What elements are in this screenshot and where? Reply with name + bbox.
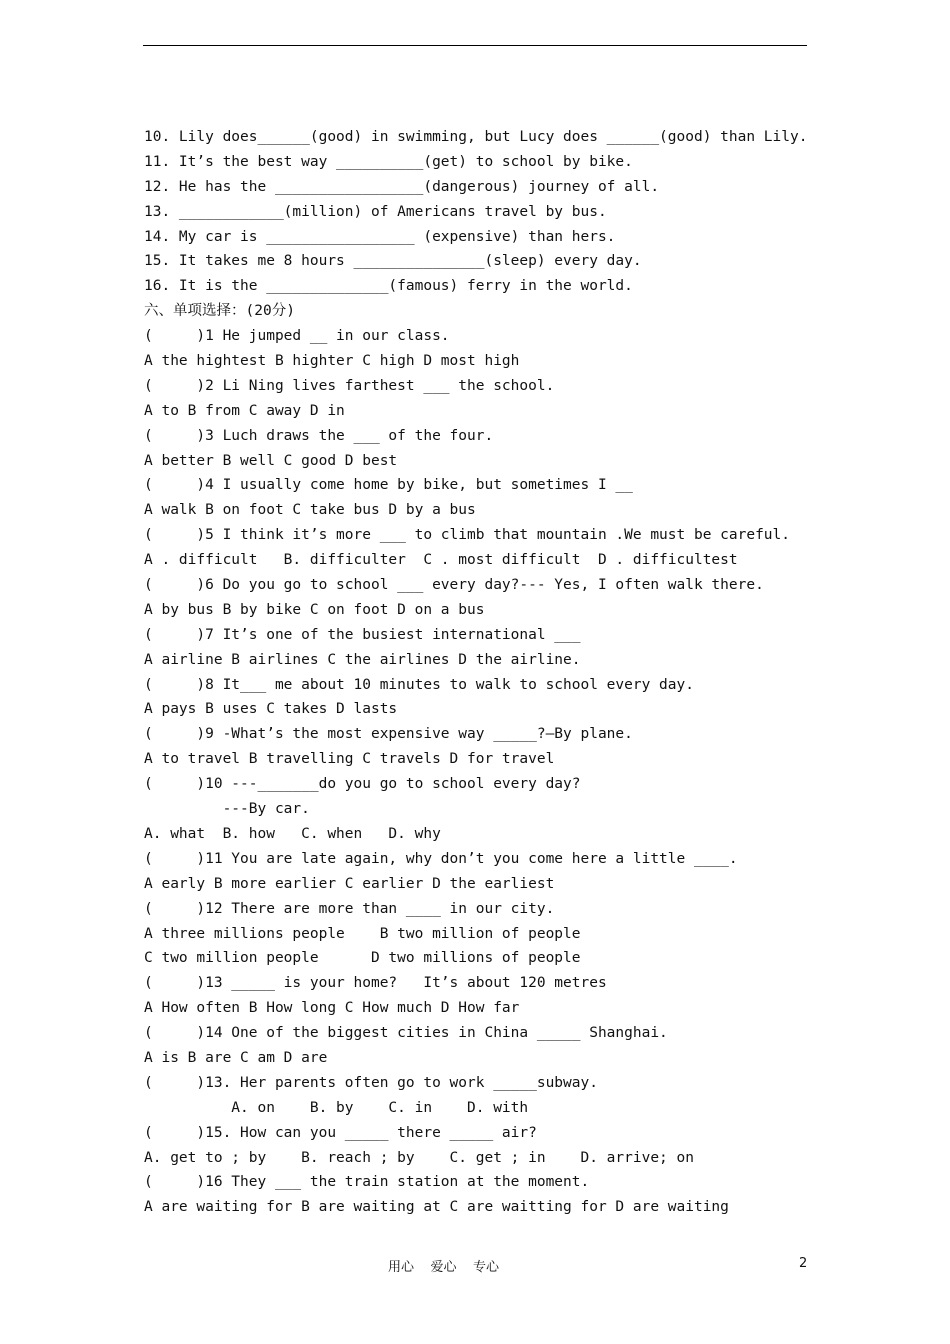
text-line: ( )2 Li Ning lives farthest ___ the school. xyxy=(144,377,555,394)
text-line: A walk B on foot C take bus D by a bus xyxy=(144,502,476,519)
text-line: A. what B. how C. when D. why xyxy=(144,825,441,842)
exercise-content xyxy=(144,125,844,1220)
text-line: ( )15. How can you _____ there _____ air? xyxy=(144,1124,537,1141)
text-line: A is B are C am D are xyxy=(144,1049,328,1066)
text-line: A airline B airlines C the airlines D the airline. xyxy=(144,651,581,668)
text-line: A the hightest B highter C high D most high xyxy=(144,353,520,370)
footer-motto: 用心 爱心 专心 xyxy=(388,1260,500,1275)
text-line: ( )10 ---_______do you go to school every day? xyxy=(144,776,581,793)
text-line: 16. It is the ______________(famous) ferry in the world. xyxy=(144,278,633,295)
text-line: 13. ____________(million) of Americans travel by bus. xyxy=(144,203,607,220)
text-line: 11. It’s the best way __________(get) to school by bike. xyxy=(144,153,633,170)
text-line: A are waiting for B are waiting at C are waitting for D are waiting xyxy=(144,1199,729,1216)
text-line: 15. It takes me 8 hours _______________(sleep) every day. xyxy=(144,253,642,270)
text-line: ( )8 It___ me about 10 minutes to walk to school every day. xyxy=(144,676,694,693)
text-line: A to B from C away D in xyxy=(144,402,345,419)
text-line: A three millions people B two million of people xyxy=(144,925,581,942)
text-line: A How often B How long C How much D How far xyxy=(144,1000,520,1017)
text-line: A. get to ; by B. reach ; by C. get ; in D. arrive; on xyxy=(144,1149,694,1166)
text-line: ( )4 I usually come home by bike, but sometimes I __ xyxy=(144,477,633,494)
text-line: ( )13. Her parents often go to work _____subway. xyxy=(144,1074,598,1091)
page-number: 2 xyxy=(799,1256,808,1271)
text-line: ( )7 It’s one of the busiest international ___ xyxy=(144,626,581,643)
text-line: A pays B uses C takes D lasts xyxy=(144,701,398,718)
text-line: A . difficult B. difficulter C . most difficult D . difficultest xyxy=(144,552,738,569)
text-line: A early B more earlier C earlier D the earliest xyxy=(144,875,555,892)
text-line: C two million people D two millions of people xyxy=(144,950,581,967)
text-line: 六、单项选择：(20分) xyxy=(144,303,295,320)
text-line: ( )12 There are more than ____ in our city. xyxy=(144,900,555,917)
text-line: ( )6 Do you go to school ___ every day?--- Yes, I often walk there. xyxy=(144,577,764,594)
text-line: A to travel B travelling C travels D for travel xyxy=(144,751,555,768)
text-line: ( )5 I think it’s more ___ to climb that mountain .We must be careful. xyxy=(144,527,791,544)
text-line: ( )14 One of the biggest cities in China _____ Shanghai. xyxy=(144,1025,668,1042)
text-line: 10. Lily does______(good) in swimming, but Lucy does ______(good) than Lily. xyxy=(144,129,808,145)
text-line: ( )11 You are late again, why don’t you come here a little ____. xyxy=(144,850,738,867)
text-line: A. on B. by C. in D. with xyxy=(144,1099,529,1116)
header-rule xyxy=(143,45,807,46)
text-line: ( )16 They ___ the train station at the moment. xyxy=(144,1174,590,1191)
text-line: ---By car. xyxy=(144,801,310,818)
text-line: A better B well C good D best xyxy=(144,452,398,469)
text-line: ( )1 He jumped __ in our class. xyxy=(144,328,450,345)
text-line: ( )13 _____ is your home? It’s about 120 metres xyxy=(144,975,607,992)
text-line: A by bus B by bike C on foot D on a bus xyxy=(144,601,485,618)
text-line: 12. He has the _________________(dangerous) journey of all. xyxy=(144,178,660,195)
text-line: ( )3 Luch draws the ___ of the four. xyxy=(144,427,494,444)
text-line: ( )9 -What’s the most expensive way _____?—By plane. xyxy=(144,726,633,743)
text-line: 14. My car is _________________ (expensive) than hers. xyxy=(144,228,616,245)
